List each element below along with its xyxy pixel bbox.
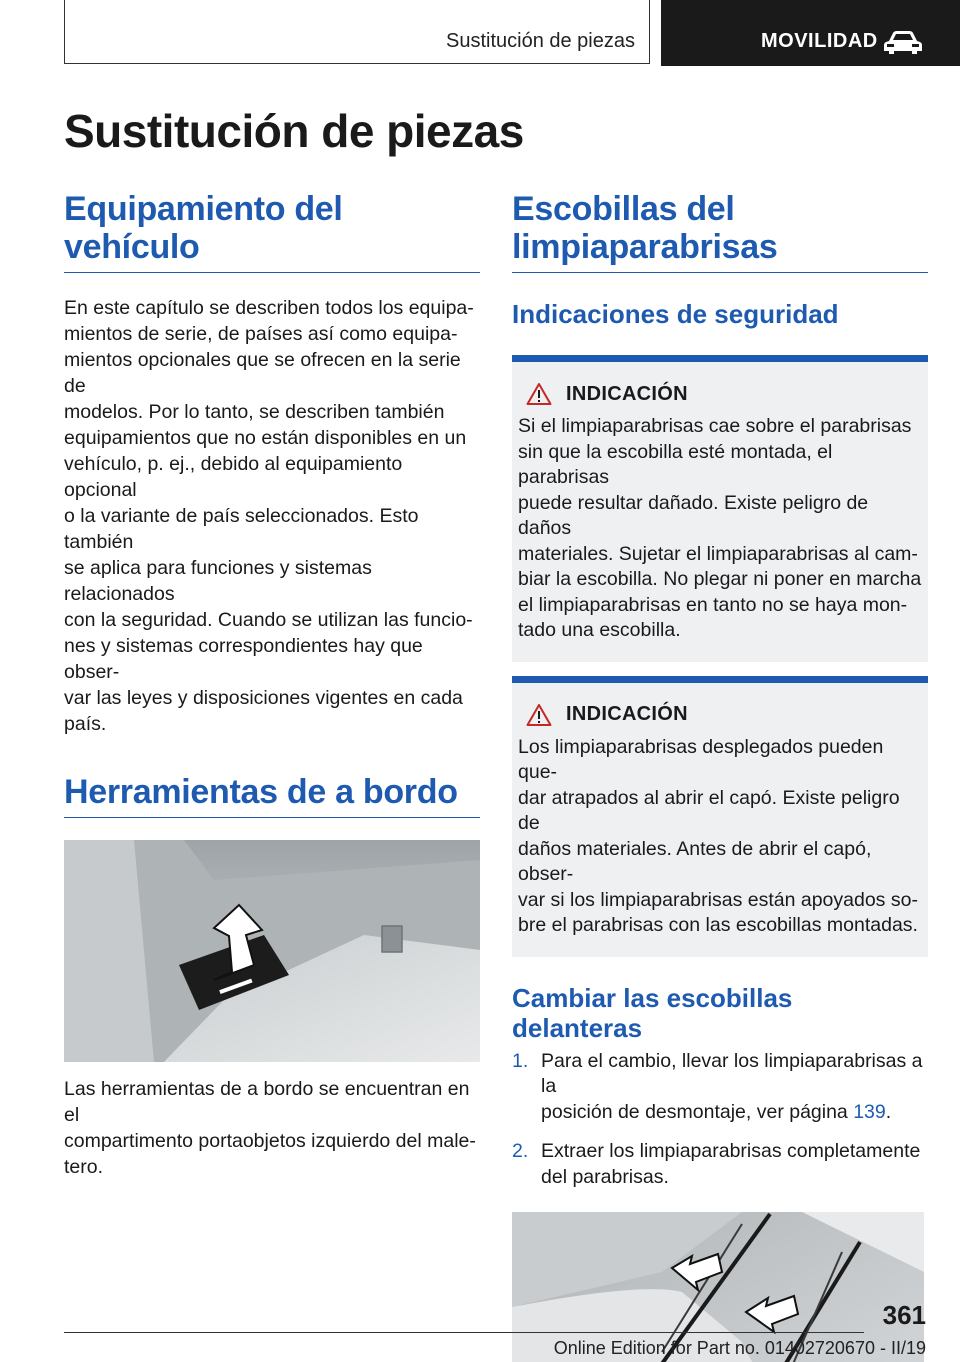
list-item: 1. Para el cambio, llevar los limpiaparabrisas a la posición de desmontaje, ver página 139. <box>512 1049 928 1126</box>
heading-equipment: Equipamiento del vehículo <box>64 190 480 273</box>
step-number: 2. <box>512 1140 529 1162</box>
heading-tools: Herramientas de a bordo <box>64 773 480 818</box>
notice-text: Si el limpiaparabrisas cae sobre el parabrisas sin que la escobilla esté montada, el parabrisas puede resultar dañado. Existe peligro de daños materiales. Sujetar el limpiaparabrisas al cam- biar la escobilla. No plegar ni poner en marcha el limpiaparabrisas en tanto no se haya mon- tado una escobilla. <box>518 415 922 641</box>
heading-wipers: Escobillas del limpiaparabrisas <box>512 190 928 273</box>
chapter-tab[interactable] <box>661 0 960 66</box>
footer-edition-text: Online Edition for Part no. 01402720670 - II/19 <box>553 1338 926 1358</box>
footer-divider <box>64 1332 864 1333</box>
steps-list <box>512 1049 928 1191</box>
trunk-compartment-image <box>64 840 480 1062</box>
equipment-paragraph: En este capítulo se describen todos los equipa- mientos de serie, de países así como equipa- mientos opcionales que se ofrecen en la serie de modelos. Por lo tanto, se describen también equipamientos que no están disponibles en un vehículo, p. ej., debido al equipamiento opcional o la variante de país seleccionados. Esto también se aplica para funciones y sistemas relacionados con la seguridad. Cuando se utilizan las funcio- nes y sistemas correspondientes hay que obser- var las leyes y disposiciones vigentes en cada país. <box>64 297 474 735</box>
heading-change-wipers: Cambiar las escobillas delanteras <box>512 982 793 1043</box>
left-column <box>64 190 480 1180</box>
right-column <box>512 190 928 1362</box>
notice-header <box>526 382 922 406</box>
chapter-tab-label: MOVILIDAD <box>761 30 878 52</box>
notice-title: INDICACIÓN <box>566 382 688 405</box>
list-item: 2. Extraer los limpiaparabrisas completamente del parabrisas. <box>512 1139 928 1190</box>
warning-icon <box>526 382 552 406</box>
car-icon <box>883 29 923 55</box>
warning-icon <box>526 703 552 727</box>
page-reference-link[interactable]: 139 <box>853 1100 886 1123</box>
notice-box-2 <box>512 676 928 957</box>
header-section-box <box>64 0 650 64</box>
step-number: 1. <box>512 1049 529 1072</box>
page-header <box>0 0 960 66</box>
notice-text: Los limpiaparabrisas desplegados pueden que- dar atrapados al abrir el capó. Existe peligro de daños materiales. Antes de abrir el capó, obser- var si los limpiaparabrisas están apoyados so- bre el parabrisas con las escobillas montadas. <box>518 735 918 936</box>
page-number: 361 <box>882 1300 926 1330</box>
notice-box-1 <box>512 355 928 662</box>
notice-header <box>526 703 922 727</box>
heading-safety: Indicaciones de seguridad <box>512 299 839 329</box>
tools-paragraph: Las herramientas de a bordo se encuentran en el compartimento portaobjetos izquierdo del male- tero. <box>64 1078 476 1178</box>
page-title: Sustitución de piezas <box>64 105 524 157</box>
header-section-title: Sustitución de piezas <box>445 30 635 52</box>
notice-title: INDICACIÓN <box>566 703 688 725</box>
